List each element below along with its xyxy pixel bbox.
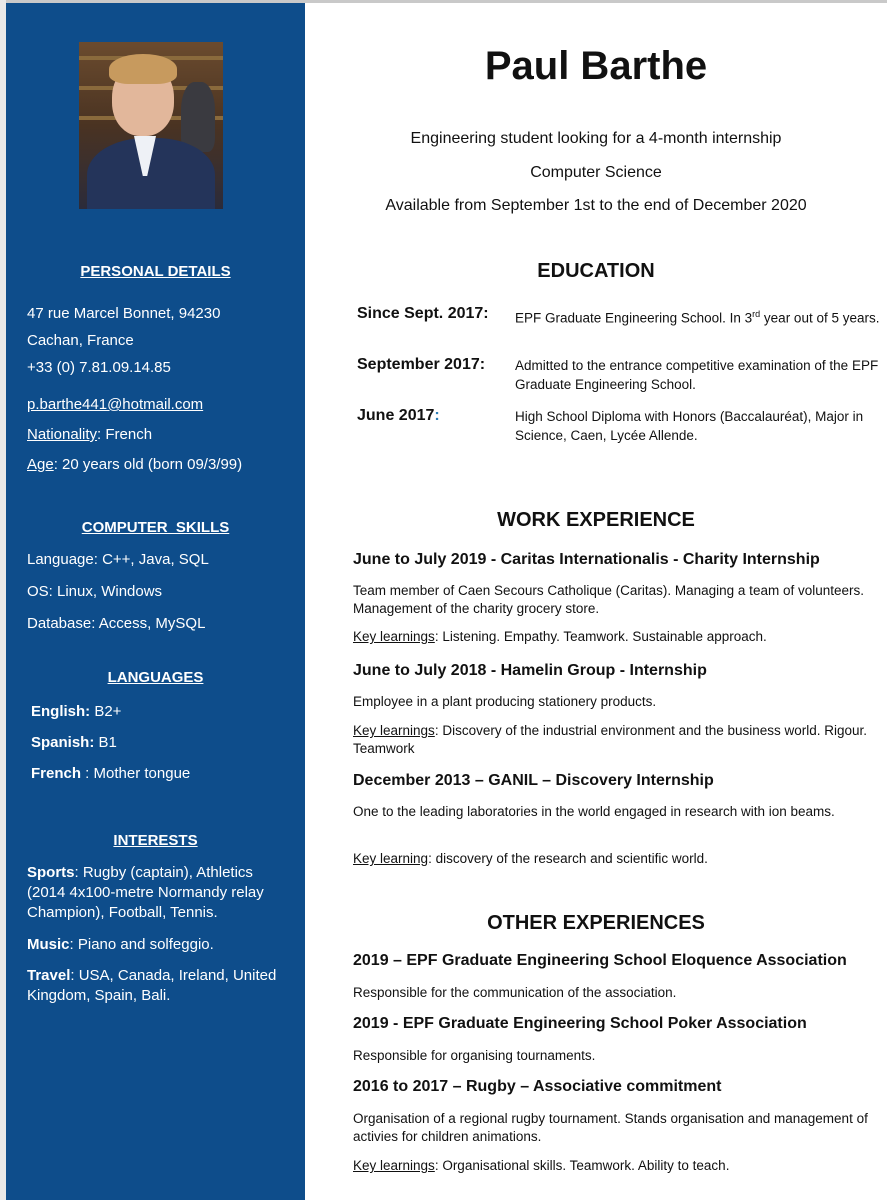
phone-number: +33 (0) 7.81.09.14.85 (27, 359, 171, 376)
skill-database: Database: Access, MySQL (27, 615, 206, 632)
languages-heading: LANGUAGES (107, 669, 204, 686)
education-date: Since Sept. 2017: (357, 305, 489, 322)
personal-details-heading: PERSONAL DETAILS (80, 263, 231, 280)
interests-heading: INTERESTS (113, 832, 198, 849)
job-title: June to July 2019 - Caritas Internationalis - Charity Internship (353, 551, 820, 568)
sidebar (6, 3, 305, 1200)
work-experience-heading: WORK EXPERIENCE (497, 509, 695, 531)
language-spanish: Spanish: B1 (31, 734, 117, 751)
experience-title: 2016 to 2017 – Rugby – Associative commitment (353, 1078, 722, 1095)
headline-line-1: Engineering student looking for a 4-month internship (410, 130, 782, 147)
job-description: Employee in a plant producing stationery products. (353, 694, 657, 709)
job-title: December 2013 – GANIL – Discovery Internship (353, 772, 714, 789)
other-experiences-heading: OTHER EXPERIENCES (487, 912, 705, 934)
email-link[interactable]: p.barthe441@hotmail.com (27, 396, 204, 413)
computer-skills-heading: COMPUTER SKILLS (81, 519, 230, 536)
experience-description: Responsible for the communication of the association. (353, 985, 677, 1000)
language-french: French : Mother tongue (31, 765, 191, 782)
experience-description: Organisation of a regional rugby tournament. Stands organisation and management of activies for children animations. (353, 1111, 868, 1144)
profile-photo (79, 42, 223, 209)
job-description: One to the leading laboratories in the world engaged in research with ion beams. (353, 804, 835, 819)
education-desc: EPF Graduate Engineering School. In 3rd year out of 5 years. (515, 309, 880, 326)
language-english: English: B2+ (31, 703, 122, 720)
age-label: Age (27, 456, 54, 473)
candidate-name: Paul Barthe (484, 44, 708, 88)
address-line-1: 47 rue Marcel Bonnet, 94230 (27, 305, 221, 322)
education-date: September 2017: (357, 356, 486, 373)
education-desc: Admitted to the entrance competitive examination of the EPF Graduate Engineering School. (515, 358, 879, 392)
age (27, 456, 242, 473)
skill-language: Language: C++, Java, SQL (27, 551, 209, 568)
nationality-value: : French (97, 426, 153, 443)
experience-title: 2019 – EPF Graduate Engineering School Eloquence Association (353, 952, 847, 969)
skill-os: OS: Linux, Windows (27, 583, 163, 600)
headline-line-2: Computer Science (530, 164, 662, 181)
education-desc: High School Diploma with Honors (Baccalauréat), Major in Science, Caen, Lycée Allende. (515, 409, 864, 443)
job-key-learnings: Key learnings: Discovery of the industrial environment and the business world. Rigour. Teamwork (353, 723, 868, 756)
age-value: : 20 years old (born 09/3/99) (53, 456, 243, 473)
job-key-learnings: Key learning: discovery of the research and scientific world. (353, 851, 708, 866)
education-heading: EDUCATION (537, 260, 655, 282)
experience-key-learnings: Key learnings: Organisational skills. Teamwork. Ability to teach. (353, 1158, 730, 1173)
interest-music: Music: Piano and solfeggio. (27, 936, 214, 953)
job-key-learnings: Key learnings: Listening. Empathy. Teamwork. Sustainable approach. (353, 629, 767, 644)
interest-sports: Sports: Rugby (captain), Athletics (2014 4x100-metre Normandy relay Champion), Football, Tennis. (27, 864, 264, 921)
headline-line-3: Available from September 1st to the end of December 2020 (385, 197, 807, 214)
experience-description: Responsible for organising tournaments. (353, 1048, 596, 1063)
address-line-2: Cachan, France (27, 332, 134, 349)
nationality (27, 426, 152, 443)
nationality-label: Nationality (27, 426, 98, 443)
job-description: Team member of Caen Secours Catholique (Caritas). Managing a team of volunteers. Management of the charity grocery store. (353, 583, 864, 616)
job-title: June to July 2018 - Hamelin Group - Internship (353, 662, 707, 679)
education-date: June 2017: (357, 407, 440, 424)
experience-title: 2019 - EPF Graduate Engineering School Poker Association (353, 1015, 807, 1032)
interest-travel: Travel: USA, Canada, Ireland, United Kingdom, Spain, Bali. (27, 967, 277, 1004)
